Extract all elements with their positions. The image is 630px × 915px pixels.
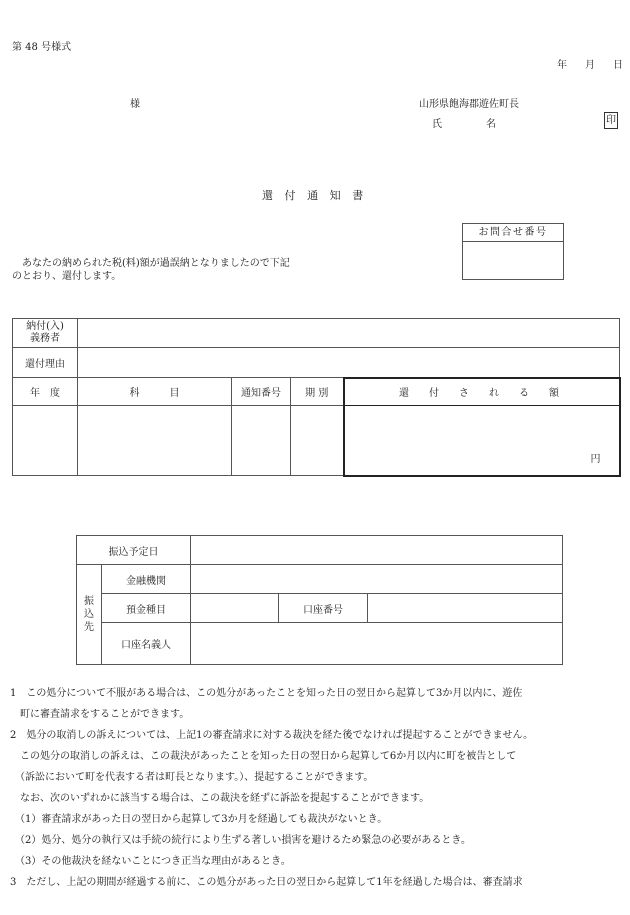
header-period: 期 別 — [291, 378, 344, 406]
account-type-label: 預金種目 — [102, 594, 191, 623]
addressee-suffix: 様 — [130, 99, 140, 110]
account-type-value — [191, 594, 279, 623]
value-notice-no — [232, 406, 291, 476]
scheduled-date-value — [191, 536, 563, 565]
note-line: （2）処分、処分の執行又は手続の続行により生ずる著しい損害を避けるため緊急の必要があるとき。 — [10, 835, 471, 846]
form-number: 第 48 号様式 — [12, 42, 72, 53]
note-line: 2 処分の取消しの訴えについては、上記1の審査請求に対する裁決を経た後でなければ提起することができません。 — [10, 730, 534, 741]
inquiry-box — [462, 223, 564, 280]
reason-label: 還付理由 — [13, 348, 78, 378]
note-line: （訴訟において町を代表する者は町長となります。）、提起することができます。 — [10, 772, 374, 783]
seal-mark: 印 — [604, 112, 618, 129]
header-item: 科 目 — [78, 378, 232, 406]
note-line: （3）その他裁決を経ないことにつき正当な理由があるとき。 — [10, 856, 291, 867]
note-line: 町に審査請求をすることができます。 — [10, 709, 190, 720]
notes — [10, 683, 620, 893]
value-amount — [344, 406, 620, 476]
account-number-value — [368, 594, 563, 623]
reason-value — [78, 348, 620, 378]
payer-label-line-1: 納付(入) — [26, 321, 64, 332]
value-period — [291, 406, 344, 476]
refund-table — [12, 318, 621, 477]
intro-line-1: あなたの納められた税(料)額が過誤納となりましたので下記 — [22, 258, 290, 269]
note-line: なお、次のいずれかに該当する場合は、この裁決を経ずに訴訟を提起することができます。 — [10, 793, 430, 804]
inquiry-label: お問合せ番号 — [463, 224, 563, 242]
inquiry-value — [463, 242, 563, 278]
currency-unit: 円 — [590, 453, 601, 465]
note-line: この処分の取消しの訴えは、この裁決があったことを知った日の翌日から起算して6か月以内に町を被告として — [10, 751, 517, 762]
issuer-office: 山形県飽海郡遊佐町長 — [419, 99, 519, 110]
bank-label: 金融機関 — [102, 565, 191, 594]
transfer-table — [76, 535, 563, 665]
account-holder-value — [191, 623, 563, 665]
account-holder-label: 口座名義人 — [102, 623, 191, 665]
value-year — [13, 406, 78, 476]
document-title: 還付通知書 — [262, 189, 375, 202]
account-number-label: 口座番号 — [279, 594, 368, 623]
note-line: 1 この処分について不服がある場合は、この処分があったことを知った日の翌日から起算して3か月以内に、遊佐 — [10, 688, 523, 699]
intro-line-2: のとおり、還付します。 — [12, 271, 122, 282]
note-line: （1）審査請求があった日の翌日から起算して3か月を経過しても裁決がないとき。 — [10, 814, 388, 825]
value-item — [78, 406, 232, 476]
scheduled-date-label: 振込予定日 — [77, 536, 191, 565]
date-line: 年 月 日 — [557, 60, 627, 71]
payer-label-line-2: 義務者 — [30, 333, 60, 344]
payer-label — [13, 319, 78, 348]
header-notice-no: 通知番号 — [232, 378, 291, 406]
destination-char-3: 先 — [84, 622, 94, 633]
destination-char-2: 込 — [84, 609, 94, 620]
issuer-name-label: 氏 名 — [432, 119, 500, 130]
destination-char-1: 振 — [84, 596, 94, 607]
destination-label — [77, 565, 102, 665]
note-line: 3 ただし、上記の期間が経過する前に、この処分があった日の翌日から起算して1年を経過した場合は、審査請求 — [10, 877, 523, 888]
header-year: 年 度 — [13, 378, 78, 406]
bank-value — [191, 565, 563, 594]
header-amount: 還 付 さ れ る 額 — [344, 378, 620, 406]
payer-value — [78, 319, 620, 348]
